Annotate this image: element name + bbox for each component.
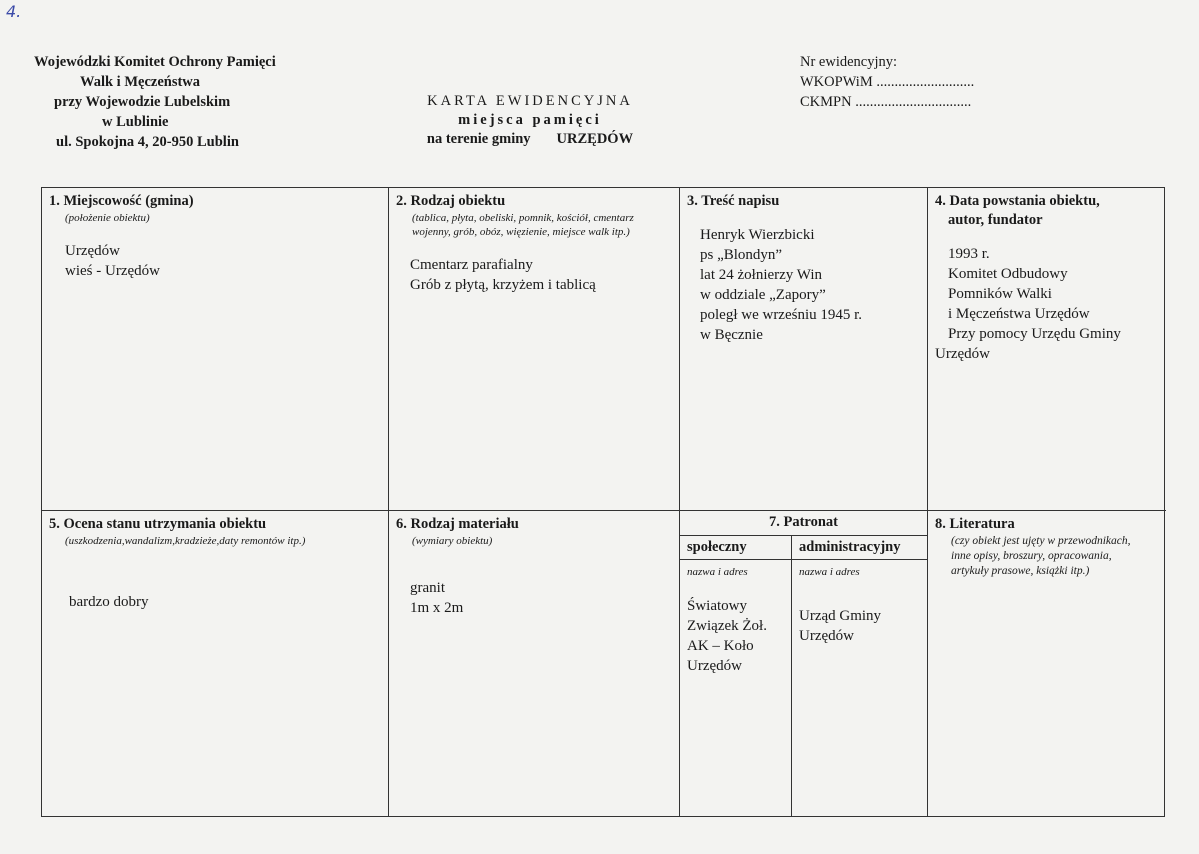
cell-patronage [680,511,928,817]
value-line: Światowy [687,598,747,614]
patronage-social-label: społeczny [680,535,791,560]
org-address: ul. Spokojna 4, 20-950 Lublin [56,134,239,150]
value-line: Związek Żoł. [687,618,767,634]
value-line: i Męczeństwa Urzędów [948,306,1090,322]
handwritten-page-number: 4. [6,2,22,21]
value-line: 1993 r. [948,246,990,262]
value-line: Urząd Gminy [799,608,882,624]
value-line: Grób z płytą, krzyżem i tablicą [410,277,596,293]
registry-number-block [800,52,1060,112]
cell-hint: (położenie obiektu) [65,212,150,224]
cell-header: 6. Rodzaj materiału [396,516,519,532]
cell-value: bardzo dobry [69,594,149,610]
cell-locality [42,188,389,511]
title-prefix: na terenie gminy [426,131,531,147]
cell-hint: (czy obiekt jest ujęty w przewodnikach, inne opisy, broszury, opracowania, artykuły prasowe, książki itp.) [951,535,1131,577]
patronage-admin-label: administracyjny [792,535,927,560]
value-line: lat 24 żołnierzy Win [700,267,822,283]
value-line: AK – Koło [687,638,754,654]
record-table [41,187,1165,817]
value-line: Henryk Wierzbicki [700,227,815,243]
title-line: miejsca pamięci [458,112,602,128]
patronage-admin [792,535,927,817]
value-line: Przy pomocy Urzędu Gminy [948,326,1121,342]
org-line: w Lublinie [102,114,169,130]
value-line: Urzędów [65,243,120,259]
cell-literature [928,511,1166,817]
cell-value [687,596,784,676]
registry-ckmpn: CKMPN ................................ [800,94,972,110]
registry-label: Nr ewidencyjny: [800,54,898,70]
registry-wkopwim: WKOPWiM ........................... [800,74,975,90]
cell-header: 4. Data powstania obiektu, [935,193,1100,209]
title-gmina-line [380,130,680,149]
cell-hint: (wymiary obiektu) [412,535,493,547]
cell-header: 3. Treść napisu [687,193,780,209]
cell-value [410,578,672,618]
org-line: Wojewódzki Komitet Ochrony Pamięci [34,54,276,70]
cell-inscription [680,188,928,511]
cell-header: 5. Ocena stanu utrzymania obiektu [49,516,267,532]
cell-material [389,511,680,817]
value-line: w oddziale „Zapory” [700,287,826,303]
value-line: Urzędów [935,346,990,362]
cell-hint: nazwa i adres [799,566,860,578]
org-line: przy Wojewodzie Lubelskim [54,94,231,110]
value-line: Pomników Walki [948,286,1052,302]
value-line: 1m x 2m [410,600,464,616]
value-line: Cmentarz parafialny [410,257,533,273]
value-line: poległ we wrześniu 1945 r. [700,307,863,323]
value-line: Urzędów [799,628,854,644]
value-line: Komitet Odbudowy [948,266,1068,282]
value-line: wieś - Urzędów [65,263,160,279]
cell-hint: (tablica, płyta, obeliski, pomnik, kościół, cmentarz wojenny, grób, obóz, więzienie, miejsce walk itp.) [412,212,634,238]
organization-header [34,52,344,152]
cell-object-type [389,188,680,511]
cell-header: autor, fundator [948,212,1043,228]
cell-header: 7. Patronat [680,511,927,536]
value-line: ps „Blondyn” [700,247,783,263]
document-title [380,92,680,149]
cell-value [65,241,381,281]
cell-header: 2. Rodzaj obiektu [396,193,506,209]
cell-hint: nazwa i adres [687,566,748,578]
cell-value [700,225,920,345]
cell-header: 8. Literatura [935,516,1015,532]
cell-hint: (uszkodzenia,wandalizm,kradzieże,daty remontów itp.) [65,535,306,547]
gmina-name: URZĘDÓW [556,131,634,147]
cell-value [935,244,1159,364]
org-line: Walk i Męczeństwa [80,74,201,90]
cell-date-author [928,188,1166,511]
cell-value [799,606,920,646]
value-line: Urzędów [687,658,742,674]
cell-condition [42,511,389,817]
cell-value [410,255,672,295]
title-line: KARTA EWIDENCYJNA [427,93,633,109]
value-line: granit [410,580,445,596]
value-line: w Bęcznie [700,327,763,343]
cell-header: 1. Miejscowość (gmina) [49,193,194,209]
patronage-social [680,535,792,817]
